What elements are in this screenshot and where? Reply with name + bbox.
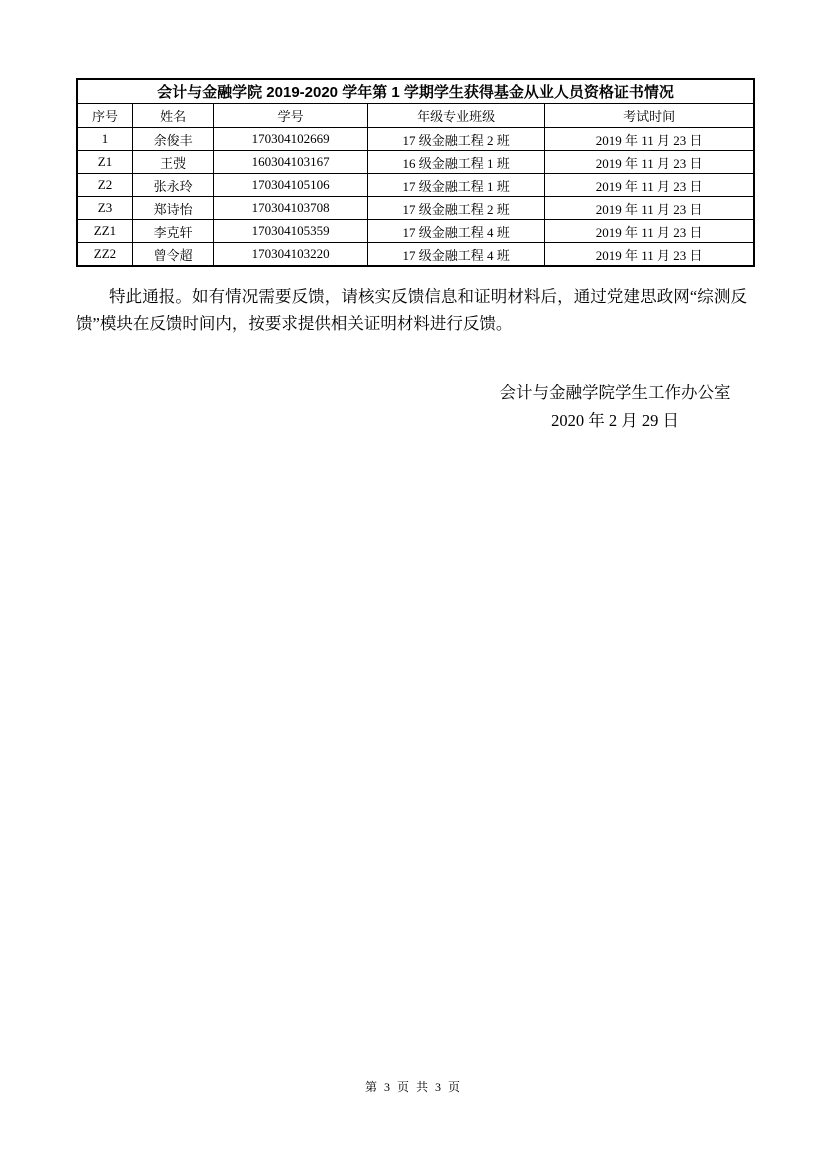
- table-row: [77, 197, 754, 220]
- table-header-row: [77, 104, 754, 128]
- table-title-row: [77, 79, 754, 104]
- cell-exam-date: 2019 年 11 月 23 日: [545, 151, 754, 174]
- cell-exam-date: 2019 年 11 月 23 日: [545, 197, 754, 220]
- cell-class: 17 级金融工程 1 班: [367, 174, 544, 197]
- cell-index: ZZ1: [77, 220, 133, 243]
- cell-name: 余俊丰: [133, 128, 214, 151]
- cell-student-id: 170304103220: [214, 243, 368, 267]
- signature-office: 会计与金融学院学生工作办公室: [499, 383, 731, 402]
- table-title: 会计与金融学院 2019-2020 学年第 1 学期学生获得基金从业人员资格证书情况: [77, 79, 754, 104]
- cell-index: Z3: [77, 197, 133, 220]
- notice-paragraph: 特此通报。如有情况需要反馈，请核实反馈信息和证明材料后，通过党建思政网“综测反馈”模块在反馈时间内，按要求提供相关证明材料进行反馈。: [76, 287, 747, 333]
- table-row: [77, 220, 754, 243]
- cell-student-id: 170304105359: [214, 220, 368, 243]
- cell-class: 17 级金融工程 4 班: [367, 220, 544, 243]
- cell-student-id: 170304102669: [214, 128, 368, 151]
- cell-name: 郑诗怡: [133, 197, 214, 220]
- cell-class: 17 级金融工程 2 班: [367, 128, 544, 151]
- page-footer: 第 3 页 共 3 页: [364, 1080, 462, 1094]
- cell-exam-date: 2019 年 11 月 23 日: [545, 243, 754, 267]
- col-header-class: 年级专业班级: [367, 104, 544, 128]
- cell-index: Z1: [77, 151, 133, 174]
- col-header-name: 姓名: [133, 104, 214, 128]
- cell-exam-date: 2019 年 11 月 23 日: [545, 128, 754, 151]
- cell-index: 1: [77, 128, 133, 151]
- cell-student-id: 160304103167: [214, 151, 368, 174]
- signature-date: 2020 年 2 月 29 日: [551, 411, 679, 430]
- cell-class: 16 级金融工程 1 班: [367, 151, 544, 174]
- col-header-index: 序号: [77, 104, 133, 128]
- table-row: [77, 174, 754, 197]
- cell-index: Z2: [77, 174, 133, 197]
- table-row: [77, 128, 754, 151]
- cell-student-id: 170304103708: [214, 197, 368, 220]
- cell-exam-date: 2019 年 11 月 23 日: [545, 174, 754, 197]
- cell-name: 李克轩: [133, 220, 214, 243]
- cell-class: 17 级金融工程 4 班: [367, 243, 544, 267]
- cell-student-id: 170304105106: [214, 174, 368, 197]
- cell-name: 王弢: [133, 151, 214, 174]
- signature-block: [470, 379, 760, 435]
- col-header-student-id: 学号: [214, 104, 368, 128]
- table-row: [77, 243, 754, 267]
- cell-index: ZZ2: [77, 243, 133, 267]
- cell-name: 曾令超: [133, 243, 214, 267]
- cell-exam-date: 2019 年 11 月 23 日: [545, 220, 754, 243]
- table-row: [77, 151, 754, 174]
- col-header-exam-date: 考试时间: [545, 104, 754, 128]
- certificate-table: [76, 78, 755, 267]
- cell-name: 张永玲: [133, 174, 214, 197]
- cell-class: 17 级金融工程 2 班: [367, 197, 544, 220]
